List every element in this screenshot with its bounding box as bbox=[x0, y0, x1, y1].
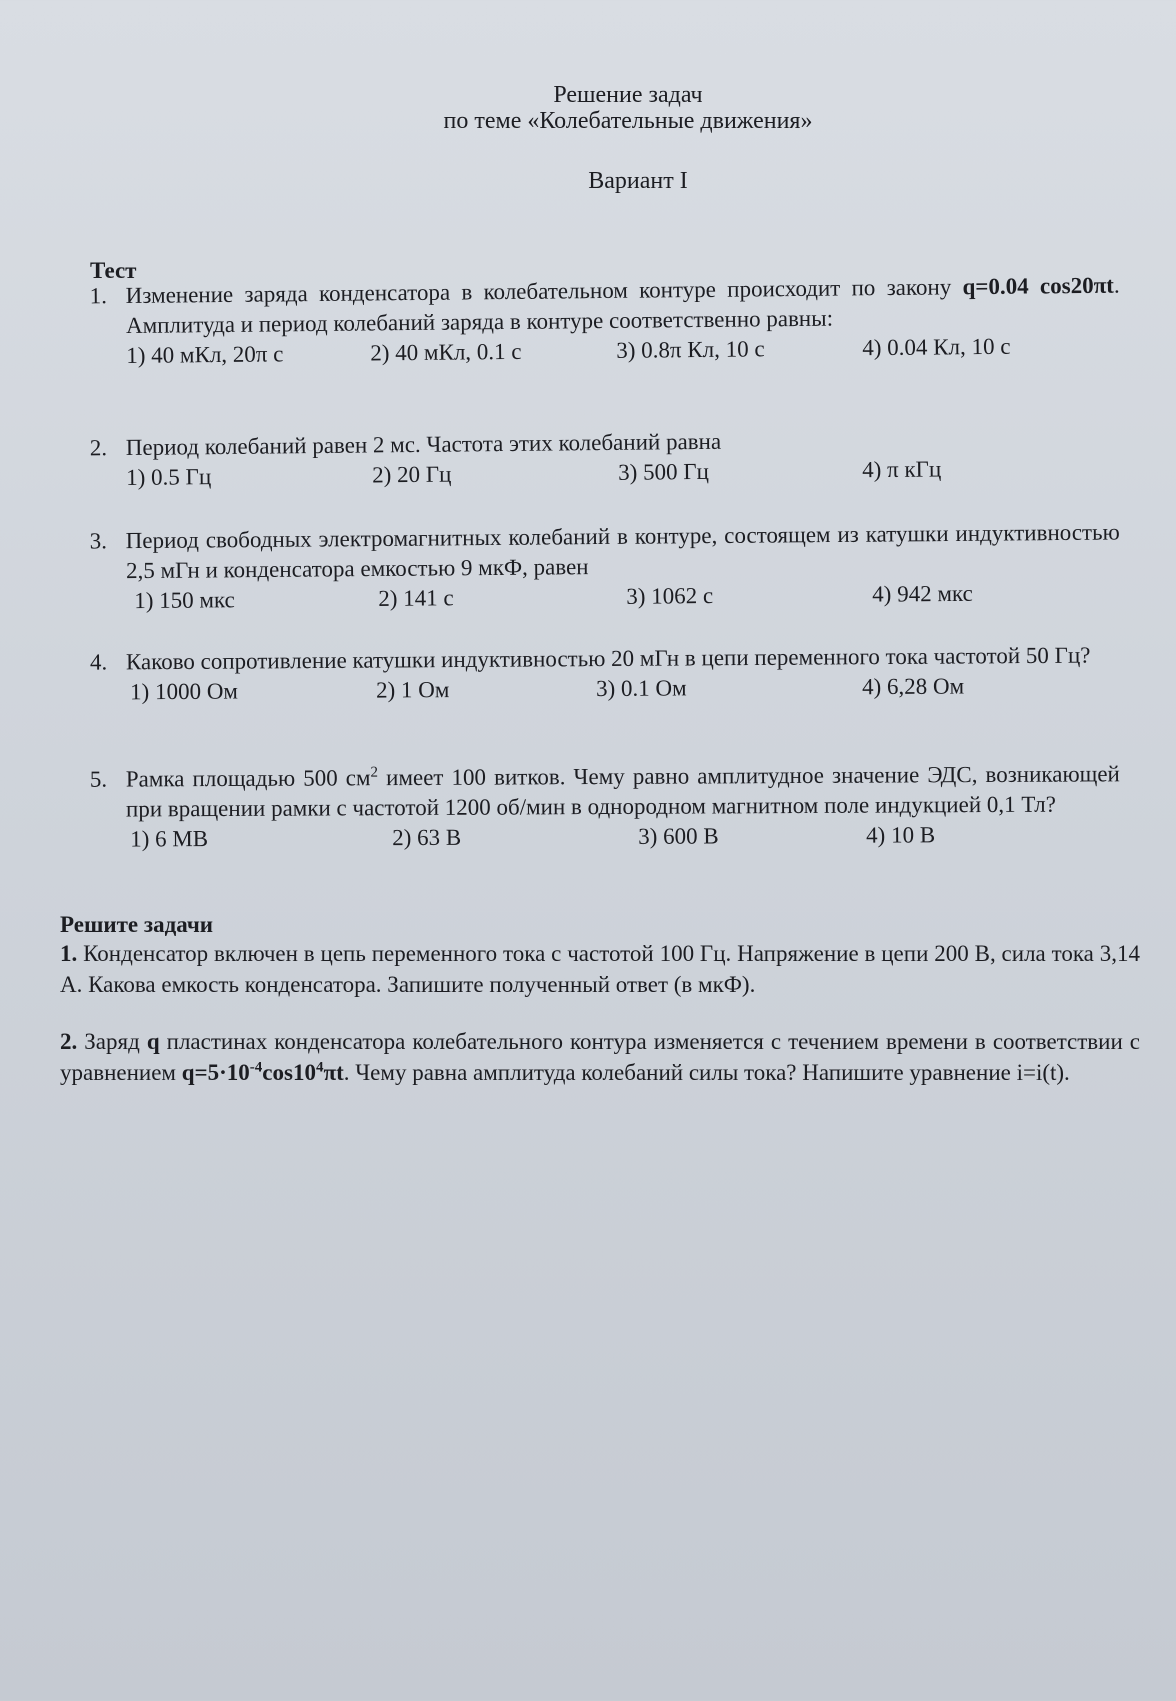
answer-option-1: 1) 1000 Ом bbox=[130, 678, 239, 705]
answer-option-3: 3) 600 В bbox=[638, 823, 719, 849]
question-number: 1. bbox=[89, 283, 108, 309]
question-text-part: . Амплитуда и период колебаний заряда в контуре соответственно равны: bbox=[125, 272, 1120, 339]
answer-option-3: 3) 0.8π Кл, 10 с bbox=[616, 336, 765, 363]
question-4 bbox=[90, 640, 1120, 709]
question-number: 4. bbox=[89, 649, 108, 675]
answer-option-2: 2) 1 Ом bbox=[376, 677, 450, 703]
answer-option-1: 1) 6 МВ bbox=[130, 826, 209, 852]
answer-option-2: 2) 63 В bbox=[392, 824, 462, 851]
question-text bbox=[126, 271, 1121, 341]
problem-text: Конденсатор включен в цепь переменного тока с частотой 100 Гц. Напряжение в цепи 200 В, сила тока 3,14 А. Какова емкость конденсатора. Запишите полученный ответ (в мкФ). bbox=[60, 941, 1141, 997]
question-number: 2. bbox=[89, 435, 108, 461]
question-number: 3. bbox=[89, 528, 108, 554]
question-2 bbox=[90, 423, 1121, 496]
formula-part: πt bbox=[323, 1060, 344, 1085]
test-heading: Тест bbox=[90, 258, 137, 283]
question-text: Период колебаний равен 2 мс. Частота этих колебаний равна bbox=[125, 428, 722, 461]
problems-heading: Решите задачи bbox=[60, 912, 214, 937]
answer-option-4: 4) π кГц bbox=[861, 456, 942, 483]
question-text: Период свободных электромагнитных колебаний в контуре, состоящем из катушки индуктивностью 2,5 мГн и конденсатора емкостью 9 мкФ, равен bbox=[125, 519, 1120, 584]
formula: q=0.04 cos20πt bbox=[962, 272, 1115, 300]
question-text-part: имеет 100 витков. Чему равно амплитудное значение ЭДС, возникающей при вращении рамки с частотой 1200 об/мин в однородном магнитном поле индукцией 0,1 Тл? bbox=[125, 761, 1120, 822]
answer-option-1: 1) 40 мКл, 20π с bbox=[126, 341, 284, 369]
problem-2 bbox=[60, 1026, 1140, 1088]
answer-option-4: 4) 6,28 Ом bbox=[862, 673, 965, 700]
answer-option-1: 1) 0.5 Гц bbox=[126, 464, 212, 491]
problem-number: 1. bbox=[60, 941, 78, 966]
problem-text-part: Заряд bbox=[84, 1029, 147, 1054]
superscript: -4 bbox=[249, 1059, 263, 1076]
question-text-part: Рамка площадью 500 см bbox=[125, 765, 371, 792]
question-text-part: Изменение заряда конденсатора в колебательном контуре происходит по закону bbox=[125, 274, 963, 309]
question-3 bbox=[90, 518, 1121, 619]
title-line: Решение задач bbox=[553, 82, 703, 108]
problem-1 bbox=[60, 938, 1140, 1000]
answer-option-4: 4) 10 В bbox=[866, 822, 936, 848]
answer-option-3: 3) 0.1 Ом bbox=[596, 675, 687, 702]
question-text: Каково сопротивление катушки индуктивностью 20 мГн в цепи переменного тока частотой 50 Гц? bbox=[125, 642, 1091, 675]
answer-option-2: 2) 40 мКл, 0.1 с bbox=[370, 338, 522, 366]
answer-option-3: 3) 500 Гц bbox=[618, 458, 710, 485]
formula bbox=[182, 1060, 344, 1085]
superscript: 4 bbox=[315, 1059, 324, 1076]
symbol-q: q bbox=[146, 1029, 160, 1054]
superscript: 2 bbox=[370, 764, 379, 781]
problem-text-part: . Чему равна амплитуда колебаний силы тока? Напишите уравнение i=i(t). bbox=[343, 1060, 1070, 1085]
topic-line: по теме «Колебательные движения» bbox=[443, 108, 813, 134]
formula-part: cos10 bbox=[262, 1060, 316, 1085]
question-text bbox=[126, 759, 1120, 824]
question-5 bbox=[90, 759, 1120, 856]
formula-part: q=5·10 bbox=[181, 1060, 250, 1085]
answer-option-3: 3) 1062 с bbox=[626, 583, 714, 609]
answer-options bbox=[126, 819, 1120, 856]
answer-option-2: 2) 141 с bbox=[378, 585, 454, 611]
answer-options bbox=[126, 670, 1120, 709]
answer-option-4: 4) 942 мкс bbox=[872, 580, 973, 607]
problem-text-part: пластинах конденсатора колебательного контура изменяется с течением времени в соответствии с уравнением bbox=[60, 1029, 1141, 1085]
variant-line: Вариант I bbox=[588, 168, 688, 194]
answer-option-4: 4) 0.04 Кл, 10 с bbox=[862, 333, 1011, 361]
question-number: 5. bbox=[89, 766, 108, 792]
answer-option-2: 2) 20 Гц bbox=[372, 461, 452, 488]
problem-number: 2. bbox=[60, 1029, 78, 1054]
answer-option-1: 1) 150 мкс bbox=[134, 587, 235, 614]
question-1 bbox=[90, 271, 1121, 374]
